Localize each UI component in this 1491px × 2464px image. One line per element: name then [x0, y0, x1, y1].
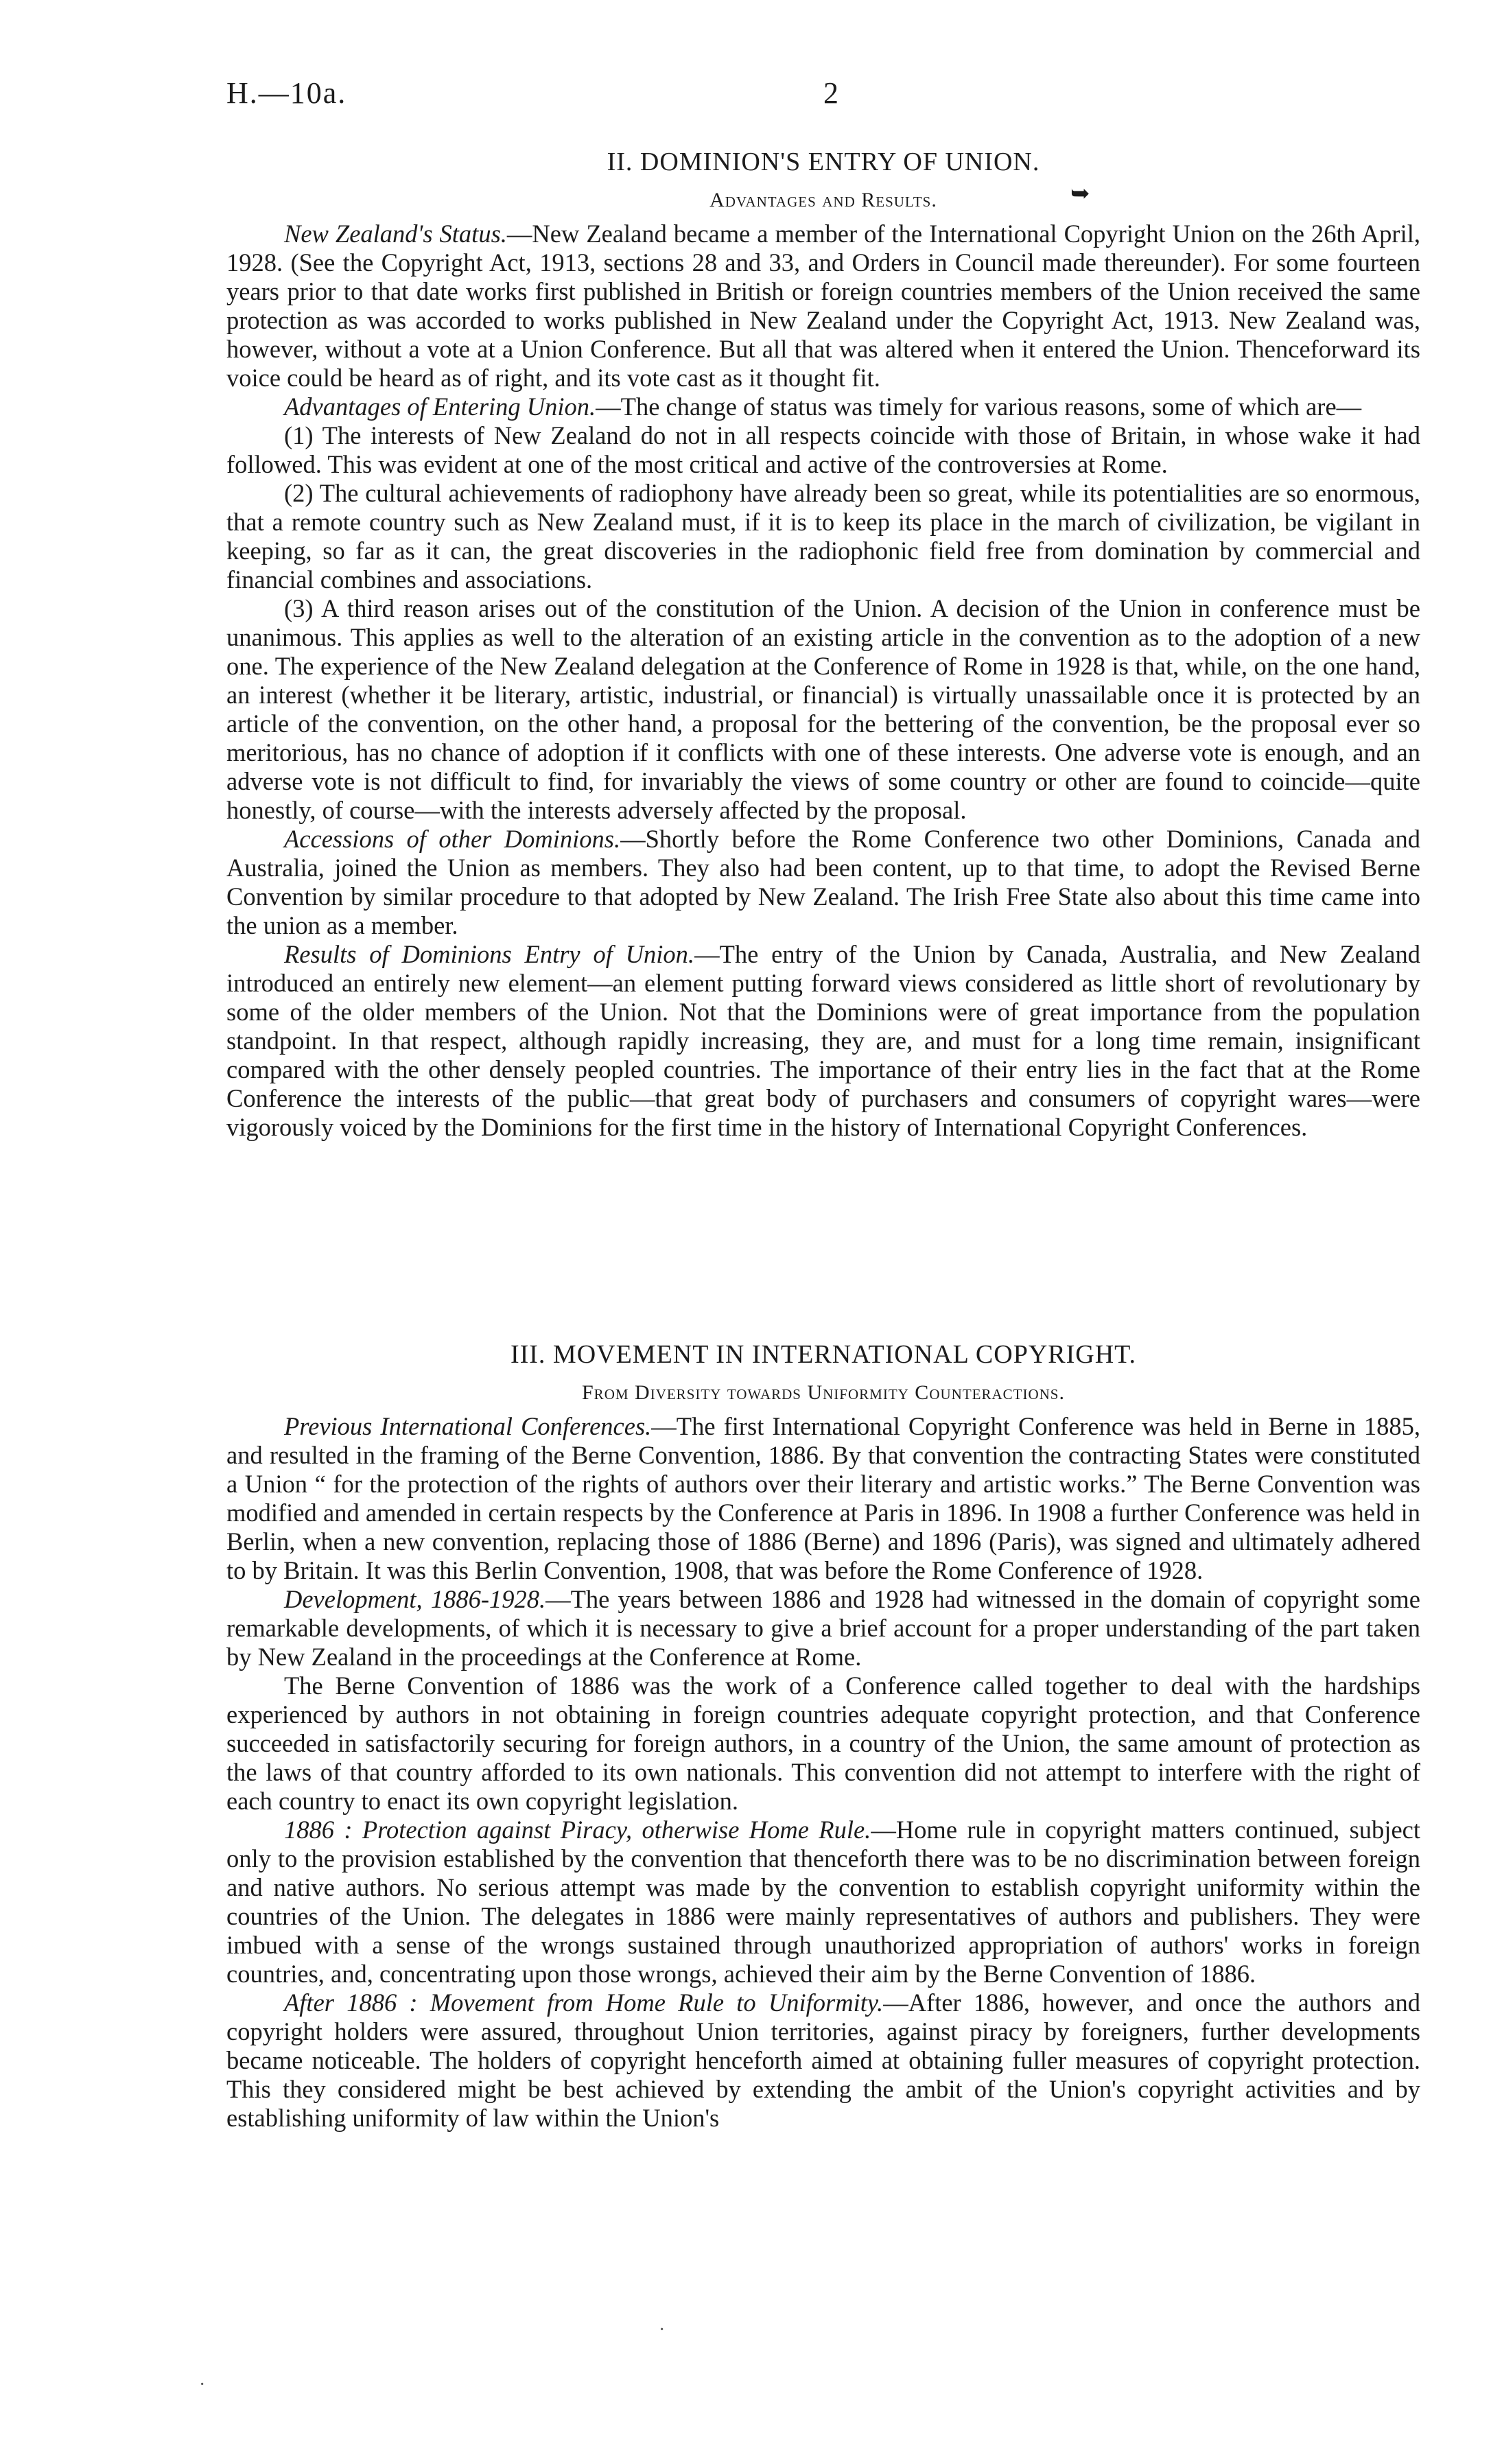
section-three-body [226, 1412, 1420, 2133]
section-three-heading: III. MOVEMENT IN INTERNATIONAL COPYRIGHT. [510, 1340, 1137, 1369]
paragraph [226, 220, 1420, 392]
ink-mark-icon: ➥ [1070, 181, 1090, 207]
paragraph-lead: Accessions of other Dominions. [284, 825, 621, 853]
section-two [226, 145, 1420, 1142]
paragraph [226, 479, 1420, 594]
paragraph-text: (2) The cultural achievements of radiophony have already been so great, while its potentialities are so enormous, that a remote country such as New Zealand must, if it is to keep its place in the march of civilization, be vigilant in keeping, so far as it can, the great discoveries in the radiophonic field free from domination by commercial and financial combines and associations. [226, 479, 1420, 594]
paragraph-text: —Home rule in copyright matters continued, subject only to the provision established by the convention that thenceforth there was to be no discrimination between foreign and native authors. No serious attempt was made by the convention to establish copyright uniformity within the countries of the Union. The delegates in 1886 were mainly representatives of authors and publishers. They were imbued with a sense of the wrongs sustained through unauthorized appropriation of authors' works in foreign countries, and, concentrating upon those wrongs, achieved their aim by the Berne Convention of 1886. [226, 1816, 1420, 1988]
paragraph-text: —The change of status was timely for various reasons, some of which are— [596, 392, 1362, 421]
speck-mark-icon: · [659, 2319, 666, 2340]
paragraph [226, 1988, 1420, 2133]
paragraph [226, 594, 1420, 825]
section-two-heading: II. DOMINION'S ENTRY OF UNION. [607, 148, 1040, 176]
speck-mark-icon: · [199, 2374, 206, 2395]
section-three [226, 1338, 1420, 2133]
paragraph [226, 1671, 1420, 1816]
section-two-subheading: Advantages and Results. [709, 189, 937, 211]
paragraph [226, 421, 1420, 479]
paragraph [226, 1412, 1420, 1585]
page-number: 2 [823, 76, 838, 110]
paragraph-text: (1) The interests of New Zealand do not in all respects coincide with those of Britain, in whose wake it had followed. This was evident at one of the most critical and active of the controversies at Rome. [226, 421, 1420, 478]
paragraph [226, 825, 1420, 940]
paragraph [226, 940, 1420, 1142]
paragraph-text: The Berne Convention of 1886 was the work of a Conference called together to deal with the hardships experienced by authors in not obtaining in foreign countries adequate copyright protection, and that Conference succeeded in satisfactorily securing for foreign authors, in a country of the Union, the same amount of protection as the laws of that country afforded to its own nationals. This convention did not attempt to interfere with the right of each country to enact its own copyright legislation. [226, 1671, 1420, 1815]
paragraph-text: —New Zealand became a member of the International Copyright Union on the 26th April, 1928. (See the Copyright Act, 1913, sections 28 and 33, and Orders in Council made thereunder). For some fourteen years prior to that date works first published in British or foreign countries members of the Union received the same protection as was accorded to works published in New Zealand under the Copyright Act, 1913. New Zealand was, however, without a vote at a Union Conference. But all that was altered when it entered the Union. Thenceforward its voice could be heard as of right, and its vote cast as it thought fit. [226, 220, 1420, 392]
paragraph [226, 392, 1420, 421]
paragraph-lead: New Zealand's Status. [284, 220, 507, 248]
section-three-subheading: From Diversity towards Uniformity Counteractions. [582, 1381, 1065, 1404]
page-header [226, 75, 1420, 117]
paragraph-lead: Results of Dominions Entry of Union. [284, 940, 695, 968]
paragraph-lead: Previous International Conferences. [284, 1412, 652, 1440]
paragraph-text: —The entry of the Union by Canada, Australia, and New Zealand introduced an entirely new element—an element putting forward views considered as little short of revolutionary by some of the older members of the Union. Not that the Dominions were of great importance from the population standpoint. In that respect, although rapidly increasing, they are, and must for a long time remain, insignificant compared with the other densely peopled countries. The importance of their entry lies in the fact that at the Rome Conference the interests of the public—that great body of purchasers and consumers of copyright wares—were vigorously voiced by the Dominions for the first time in the history of International Copyright Conferences. [226, 940, 1421, 1141]
paragraph-text: —After 1886, however, and once the authors and copyright holders were assured, throughout Union territories, against piracy by foreigners, further developments became noticeable. The holders of copyright henceforth aimed at obtaining fuller measures of copyright protection. This they considered might be best achieved by extending the ambit of the Union's copyright activities and by establishing uniformity of law within the Union's [226, 1988, 1420, 2132]
section-two-body [226, 220, 1420, 1142]
paragraph-text: —The first International Copyright Conference was held in Berne in 1885, and resulted in the framing of the Berne Convention, 1886. By that convention the contracting States were constituted a Union “ for the protection of the rights of authors over their literary and artistic works.” The Berne Convention was modified and amended in certain respects by the Conference at Paris in 1896. In 1908 a further Conference was held in Berlin, when a new convention, replacing those of 1886 (Berne) and 1896 (Paris), was signed and ultimately adhered to by Britain. It was this Berlin Convention, 1908, that was before the Rome Conference of 1928. [226, 1412, 1421, 1584]
paragraph-lead: 1886 : Protection against Piracy, otherwise Home Rule. [284, 1816, 871, 1844]
paragraph-text: —The years between 1886 and 1928 had witnessed in the domain of copyright some remarkable developments, of which it is necessary to give a brief account for a proper understanding of the part taken by New Zealand in the proceedings at the Conference at Rome. [226, 1585, 1420, 1671]
paragraph-text: (3) A third reason arises out of the constitution of the Union. A decision of the Union in conference must be unanimous. This applies as well to the alteration of an existing article in the convention as to the adoption of a new one. The experience of the New Zealand delegation at the Conference of Rome in 1928 is that, while, on the one hand, an interest (whether it be literary, artistic, industrial, or financial) is virtually unassailable once it is protected by an article of the convention, on the other hand, a proposal for the bettering of the convention, be the proposal ever so meritorious, has no chance of adoption if it conflicts with one of these interests. One adverse vote is enough, and an adverse vote is not difficult to find, for invariably the views of some country or other are found to coincide—quite honestly, of course—with the interests adversely affected by the proposal. [226, 594, 1420, 824]
paragraph-lead: After 1886 : Movement from Home Rule to Uniformity. [284, 1988, 884, 2017]
document-code: H.—10a. [226, 76, 347, 110]
paragraph [226, 1816, 1420, 1988]
paragraph-text: —Shortly before the Rome Conference two other Dominions, Canada and Australia, joined the Union as members. They also had been content, up to that time, to adopt the Revised Berne Convention by similar procedure to that adopted by New Zealand. The Irish Free State also about this time came into the union as a member. [226, 825, 1420, 939]
paragraph-lead: Advantages of Entering Union. [284, 392, 596, 421]
paragraph-lead: Development, 1886-1928. [284, 1585, 546, 1613]
paragraph [226, 1585, 1420, 1671]
